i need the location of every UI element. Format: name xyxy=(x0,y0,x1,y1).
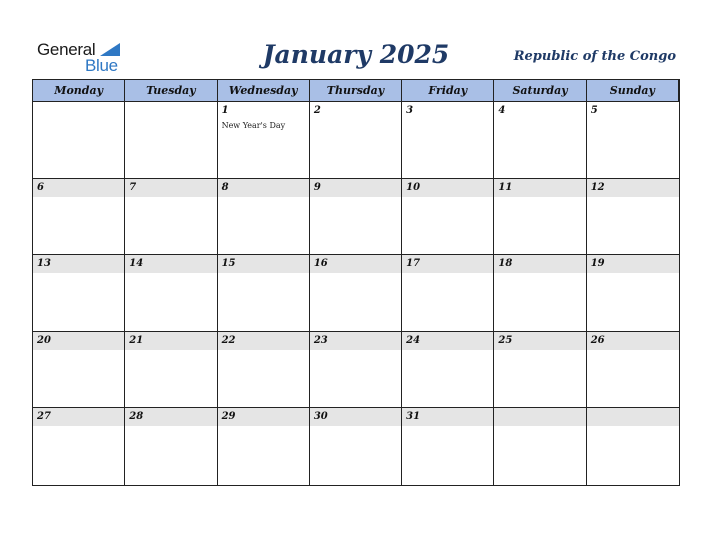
day-cell xyxy=(310,332,402,409)
day-cell xyxy=(587,179,679,256)
day-number: 8 xyxy=(218,179,309,197)
day-number: 20 xyxy=(33,332,124,350)
day-cell xyxy=(310,102,402,179)
day-number: 18 xyxy=(494,255,585,273)
day-cell xyxy=(587,102,679,179)
day-cell xyxy=(310,255,402,332)
calendar-grid xyxy=(32,79,680,486)
calendar-title: January 2025 xyxy=(262,40,450,69)
day-number: 9 xyxy=(310,179,401,197)
weekday-header-thursday: Thursday xyxy=(310,80,402,102)
day-cell xyxy=(587,255,679,332)
day-cell xyxy=(218,408,310,485)
day-cell xyxy=(125,408,217,485)
weekday-header-wednesday: Wednesday xyxy=(218,80,310,102)
day-cell xyxy=(494,179,586,256)
day-cell xyxy=(310,179,402,256)
day-cell xyxy=(494,102,586,179)
day-cell xyxy=(125,255,217,332)
weekday-header-sunday: Sunday xyxy=(587,80,679,102)
day-number: 26 xyxy=(587,332,679,350)
holiday-label: New Year's Day xyxy=(221,121,286,130)
day-number: 23 xyxy=(310,332,401,350)
weekday-header-tuesday: Tuesday xyxy=(125,80,217,102)
day-number: 22 xyxy=(218,332,309,350)
day-number: 14 xyxy=(125,255,216,273)
day-cell xyxy=(125,332,217,409)
day-number: 21 xyxy=(125,332,216,350)
day-cell xyxy=(402,102,494,179)
day-number: 1 xyxy=(221,105,229,116)
day-number: 11 xyxy=(494,179,585,197)
day-cell xyxy=(494,255,586,332)
day-cell xyxy=(402,255,494,332)
day-number: 6 xyxy=(33,179,124,197)
day-cell xyxy=(33,408,125,485)
day-number: 31 xyxy=(402,408,493,426)
weekday-header-monday: Monday xyxy=(33,80,125,102)
day-number: 3 xyxy=(406,105,414,116)
day-cell xyxy=(33,102,125,179)
day-number: 16 xyxy=(310,255,401,273)
weekday-header-saturday: Saturday xyxy=(494,80,586,102)
day-cell xyxy=(494,332,586,409)
day-cell xyxy=(402,332,494,409)
day-number: 12 xyxy=(587,179,679,197)
day-cell xyxy=(402,408,494,485)
day-number: 10 xyxy=(402,179,493,197)
day-number: 4 xyxy=(498,105,506,116)
day-number: 5 xyxy=(590,105,598,116)
day-cell xyxy=(33,332,125,409)
day-cell xyxy=(33,255,125,332)
day-cell xyxy=(587,408,679,485)
day-number: 25 xyxy=(494,332,585,350)
day-cell xyxy=(587,332,679,409)
day-number: 17 xyxy=(402,255,493,273)
day-number: 13 xyxy=(33,255,124,273)
logo-text-general: General xyxy=(37,40,96,59)
day-number: 29 xyxy=(218,408,309,426)
day-number: 19 xyxy=(587,255,679,273)
day-number: 2 xyxy=(313,105,321,116)
country-name: Republic of the Congo xyxy=(513,49,676,64)
day-cell xyxy=(218,255,310,332)
day-number: 24 xyxy=(402,332,493,350)
day-cell xyxy=(494,408,586,485)
day-number xyxy=(494,408,585,426)
day-number: 7 xyxy=(125,179,216,197)
day-cell xyxy=(125,179,217,256)
day-cell xyxy=(218,179,310,256)
day-cell xyxy=(218,102,310,179)
day-number: 28 xyxy=(125,408,216,426)
day-cell xyxy=(310,408,402,485)
day-number: 15 xyxy=(218,255,309,273)
day-cell xyxy=(218,332,310,409)
weekday-header-friday: Friday xyxy=(402,80,494,102)
logo-text-blue: Blue xyxy=(85,56,118,75)
day-number: 27 xyxy=(33,408,124,426)
day-cell xyxy=(125,102,217,179)
day-number xyxy=(587,408,679,426)
day-cell xyxy=(33,179,125,256)
day-cell xyxy=(402,179,494,256)
day-number: 30 xyxy=(310,408,401,426)
